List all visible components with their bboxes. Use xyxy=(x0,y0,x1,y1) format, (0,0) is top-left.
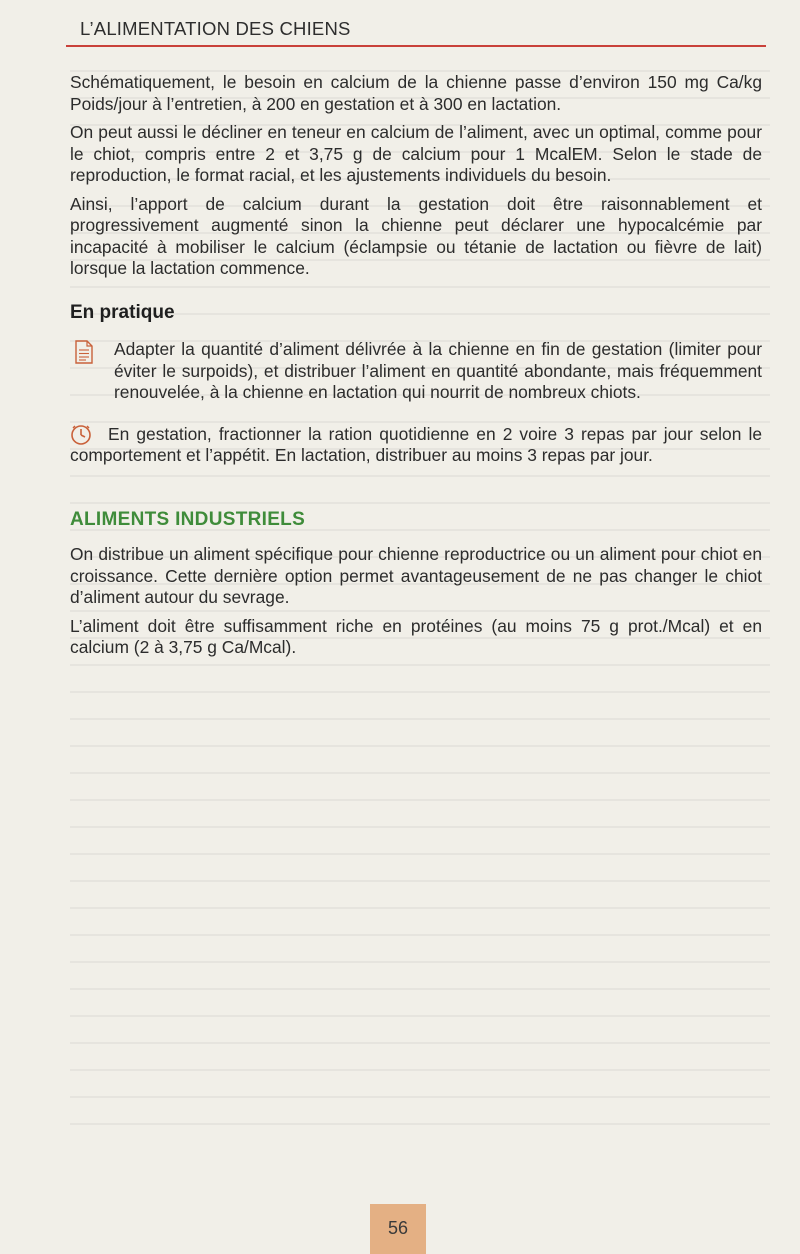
practice-item-meals xyxy=(70,424,762,467)
paragraph-protein-calcium: L’aliment doit être suffisamment riche en protéines (au moins 75 g prot./Mcal) et en calcium (2 à 3,75 g Ca/Mcal). xyxy=(70,615,762,657)
practice-heading: En pratique xyxy=(70,301,175,323)
header-rule xyxy=(66,45,766,47)
practice-item-text: En gestation, fractionner la ration quotidienne en 2 voire 3 repas par jour selon le comportement et l’appétit. En lactation, distribuer au moins 3 repas par jour. xyxy=(70,423,762,465)
section-heading-industrial-foods: ALIMENTS INDUSTRIELS xyxy=(70,508,306,530)
paragraph-calcium-gestation: Ainsi, l’apport de calcium durant la gestation doit être raisonnablement et progressivement augmenté sinon la chienne peut déclarer une hypocalcémie par incapacité à mobiliser le calcium (éclampsie ou tétanie de lactation ou fièvre de lait) lorsque la lactation commence. xyxy=(70,193,762,278)
page-content xyxy=(70,72,762,666)
running-header: L’ALIMENTATION DES CHIENS xyxy=(80,18,351,39)
clock-icon xyxy=(70,424,92,452)
page-number: 56 xyxy=(387,1218,409,1238)
paragraph-specific-food: On distribue un aliment spécifique pour chienne reproductrice ou un aliment pour chiot en croissance. Cette dernière option permet avantageusement de ne pas changer le chiot d’aliment autour du sevrage. xyxy=(70,544,762,607)
page-number-tab xyxy=(370,1204,426,1254)
paragraph-calcium-need: Schématiquement, le besoin en calcium de la chienne passe d’environ 150 mg Ca/kg Poids/jour à l’entretien, à 200 en gestation et à 300 en lactation. xyxy=(70,72,762,114)
document-icon xyxy=(74,340,94,370)
practice-item-text: Adapter la quantité d’aliment délivrée à la chienne en fin de gestation (limiter pour éviter le surpoids), et distribuer l’aliment en quantité abondante, mais fréquemment renouvelée, à la chienne en lactation qui nourrit de nombreux chiots. xyxy=(114,339,762,402)
paragraph-calcium-content: On peut aussi le décliner en teneur en calcium de l’aliment, avec un optimal, comme pour le chiot, compris entre 2 et 3,75 g de calcium pour 1 McalEM. Selon le stade de reproduction, le format racial, et les ajustements individuels du besoin. xyxy=(70,122,762,185)
practice-item-feeding xyxy=(70,339,762,404)
